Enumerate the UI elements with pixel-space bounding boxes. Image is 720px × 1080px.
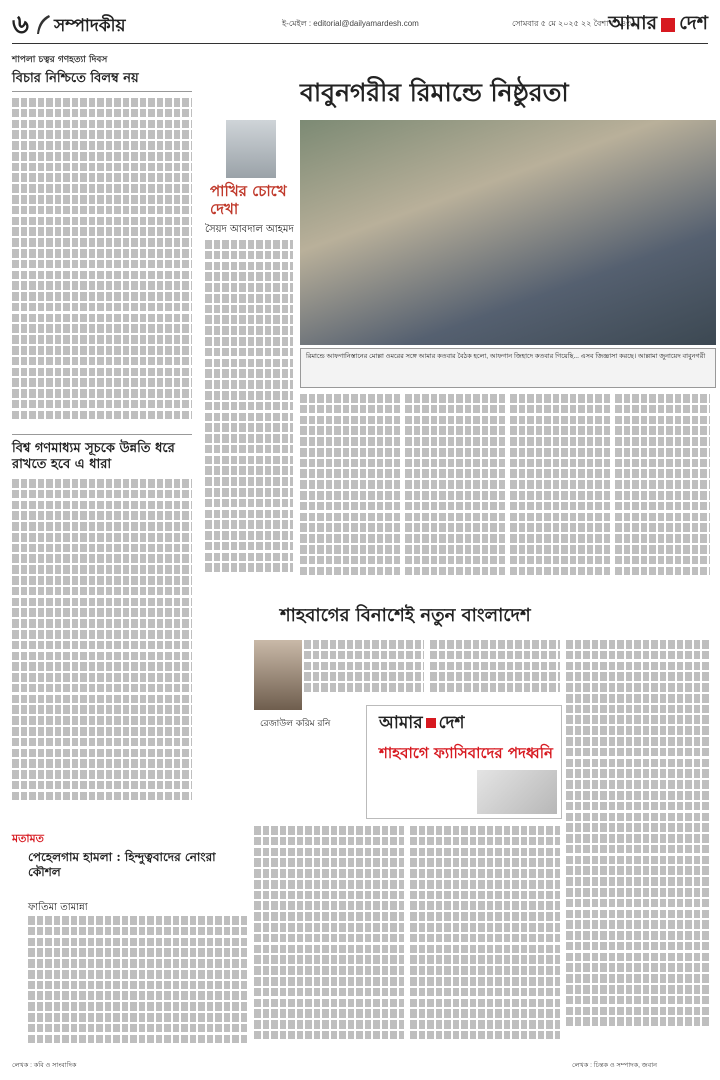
main-article-col-5 [615,394,710,590]
second-headline: শাহবাগের বিনাশেই নতুন বাংলাদেশ [280,605,531,626]
section-title: সম্পাদকীয় [54,16,126,36]
main-photo [300,120,716,345]
column-brand [210,182,290,218]
second-article-col-1 [304,640,424,700]
page-header [12,10,708,44]
second-author: রেজাউল করিম রনি [260,719,331,729]
column-brand-text: পাখির চোখে দেখা [210,182,287,218]
footer [12,1060,708,1071]
main-author: সৈয়দ আবদাল আহমদ [205,224,294,235]
columnist-photo [226,120,276,178]
divider [12,434,192,435]
clipping-headline: শাহবাগে ফ্যাসিবাদের পদধ্বনি [379,744,553,762]
opinion-body [28,916,248,1056]
issue-date: সোমবার ৫ মে ২০২৫ ২২ বৈশাখ ১৪৩২ [512,19,637,28]
left-article-1-body [12,98,192,428]
main-article-col-3 [405,394,505,590]
footer-right: লেখক : চিন্তক ও সম্পাদক, জবান [572,1062,657,1069]
second-article-col-2 [430,640,560,700]
opinion-headline: পেহেলগাম হামলা : হিন্দুত্ববাদের নোংরা কৌশল [28,850,216,879]
clipping-red-square [426,718,436,728]
footer-left: লেখক : কবি ও সাংবাদিক [12,1062,77,1069]
opinion-label: মতামত [12,832,44,845]
second-article-col-4 [254,826,404,1056]
main-article-col-1 [205,240,293,590]
editorial-email: ই-মেইল : editorial@dailyamardesh.com [282,19,419,28]
page-number: ৬ [12,10,29,40]
quill-icon [34,14,52,36]
clipping-mast-right: দেশ [438,713,465,733]
left-headline-1: বিচার নিশ্চিতে বিলম্ব নয় [12,71,192,92]
photo-caption: রিমান্ডে আফগানিস্তানের মোল্লা ওমরের সঙ্গে আমার কতবার বৈঠক হলো, আফগান জিহাদে কতবার গিয়েছি... এসব জিজ্ঞাসা করছে। আল্লামা জুনায়েদ বাবুনগরী [300,348,716,388]
left-column [12,52,192,809]
main-article-col-2 [300,394,400,590]
second-author-photo [254,640,302,710]
logo-text-left: আমার [608,12,658,34]
main-headline: বাবুনগরীর রিমান্ডে নিষ্ঠুরতা [300,78,569,107]
second-article-col-5 [410,826,560,1056]
left-headline-2: বিশ্ব গণমাধ্যম সূচকে উন্নতি ধরে রাখতে হবে এ ধারা [12,441,175,472]
clipping-thumbnail [477,770,557,814]
left-kicker: শাপলা চত্বর গণহত্যা দিবস [12,55,108,65]
newspaper-logo [608,12,708,38]
logo-text-right: দেশ [679,12,708,34]
left-article-2-body [12,479,192,809]
clipping-mast-left: আমার [379,713,423,733]
clipping-masthead [379,710,464,738]
opinion-author: ফাতিমা তামান্না [28,902,88,913]
logo-red-square [661,18,675,32]
newspaper-clipping [366,705,562,819]
second-article-col-3 [566,640,710,1070]
main-article-col-4 [510,394,610,590]
